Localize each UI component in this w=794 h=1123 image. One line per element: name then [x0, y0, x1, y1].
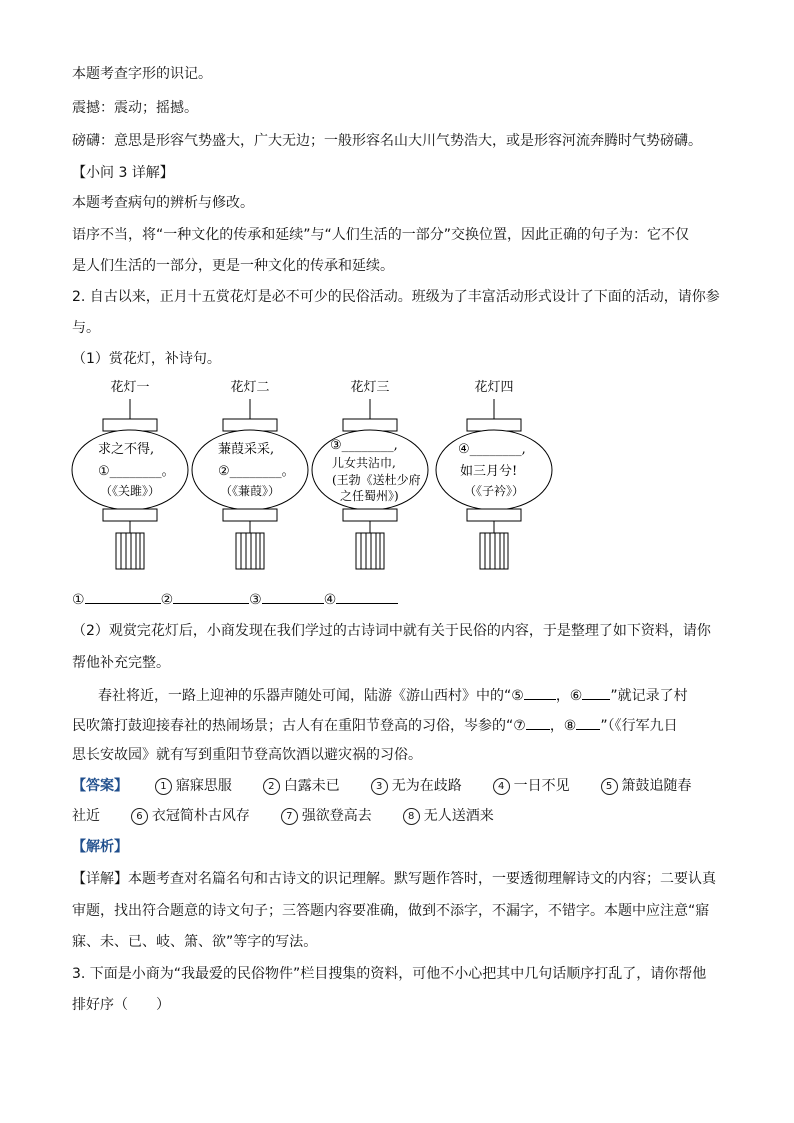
blank-marker-2: ② [160, 592, 174, 608]
answer-2: 白露未已 [283, 778, 340, 794]
l6: 语序不当，将“一种文化的传承和延续”与“人们生活的一部分”交换位置，因此正确的句子为：它不仅 [72, 227, 690, 243]
answer-num-2: 2 [263, 778, 280, 795]
l23: 排好序（ ） [72, 997, 170, 1013]
blank-2[interactable] [173, 589, 249, 604]
answer-line-2 [72, 806, 494, 826]
blank-marker-4: ④ [323, 592, 337, 608]
l7: 是人们生活的一部分，更是一种文化的传承和延续。 [72, 258, 394, 274]
lantern-3-line1: ③________, [330, 438, 398, 453]
blank-4[interactable] [336, 589, 398, 604]
answer-7: 强欲登高去 [301, 808, 372, 824]
answer-num-5: 5 [601, 778, 618, 795]
analysis-label: 【解析】 [72, 839, 128, 855]
lantern-3 [312, 380, 428, 569]
blank-8[interactable] [576, 715, 600, 730]
lantern-illustration [0, 375, 794, 575]
para-c: ”就记录了村 [610, 688, 688, 704]
lantern-2-line2: ②________。 [218, 464, 295, 479]
answer-num-8: 8 [403, 808, 420, 825]
lantern-2-line1: 蒹葭采采, [218, 442, 275, 457]
answer-3: 无为在歧路 [391, 778, 462, 794]
l3: 磅礴：意思是形容气势盛大，广大无边；一般形容名山大川气势浩大，或是形容河流奔腾时气势磅礴。 [72, 133, 702, 149]
answer-blanks-row [72, 589, 398, 610]
lantern-3-title: 花灯三 [350, 380, 390, 395]
l19: 【详解】本题考查对名篇名句和古诗文的识记理解。默写题作答时，一要透彻理解诗文的内容；二要认真 [72, 871, 716, 887]
lantern-1-title: 花灯一 [110, 380, 150, 395]
lantern-1-source: （《关雎》） [99, 484, 161, 498]
para-b: ，⑥ [555, 688, 583, 704]
lantern-3-source1: (王勃《送杜少府 [332, 473, 421, 487]
answer-num-3: 3 [371, 778, 388, 795]
paragraph-line-1 [98, 685, 688, 706]
lantern-4 [436, 380, 552, 569]
answer-6: 衣冠简朴古风存 [151, 808, 250, 824]
para-a: 春社将近，一路上迎神的乐器声随处可闻，陆游《游山西村》中的“⑤ [98, 688, 524, 704]
l12: （2）观赏完花灯后，小商发现在我们学过的古诗词中就有关于民俗的内容，于是整理了如下资料，请你 [72, 623, 711, 639]
blank-3[interactable] [262, 589, 324, 604]
paragraph-line-2 [72, 715, 678, 736]
blank-marker-1: ① [72, 592, 85, 608]
para-e: ，⑧ [549, 718, 577, 734]
l21: 寐、未、已、岐、箫、欲”等字的写法。 [72, 934, 318, 950]
l9: 与。 [72, 320, 100, 336]
blank-marker-3: ③ [249, 592, 262, 608]
answer-1: 寤寐思服 [175, 778, 232, 794]
answer-num-7: 7 [281, 808, 298, 825]
lantern-4-line1: ④________, [458, 442, 526, 457]
answer-5: 箫鼓追随春 [621, 778, 692, 794]
l5: 本题考查病句的辨析与修改。 [72, 195, 254, 211]
l8: 2. 自古以来，正月十五赏花灯是必不可少的民俗活动。班级为了丰富活动形式设计了下面的活动，请你参 [72, 289, 720, 305]
blank-5[interactable] [524, 685, 556, 700]
blank-1[interactable] [85, 589, 161, 604]
l2: 震撼：震动；摇撼。 [72, 100, 198, 116]
lantern-3-line2: 儿女共沾巾, [332, 456, 396, 470]
para-d: 民吹箫打鼓迎接春社的热闹场景；古人有在重阳节登高的习俗，岑参的“⑦ [72, 718, 526, 734]
l1: 本题考查字形的识记。 [72, 66, 212, 82]
lantern-2-title: 花灯二 [230, 380, 270, 395]
l4: 【小问 3 详解】 [72, 165, 174, 181]
lantern-2 [192, 380, 308, 569]
answer-num-1: 1 [155, 778, 172, 795]
l10: （1）赏花灯，补诗句。 [72, 351, 221, 367]
l20: 审题，找出符合题意的诗文句子；三答题内容要准确，做到不添字，不漏字，不错字。本题中应注意“寤 [72, 903, 710, 919]
answer-line-1 [72, 776, 692, 796]
para-f: ”（《行军九日 [600, 718, 678, 734]
lantern-2-source: （《蒹葭》） [219, 484, 281, 498]
answer-num-4: 4 [493, 778, 510, 795]
l22: 3. 下面是小商为“我最爱的民俗物件”栏目搜集的资料，可他不小心把其中几句话顺序打乱了，请你帮他 [72, 966, 707, 982]
lantern-1 [72, 380, 188, 569]
lantern-4-source: （《子衿》） [463, 484, 525, 498]
lantern-3-source2: 之任蜀州》) [340, 489, 399, 503]
paragraph-line-3: 思长安故园》就有写到重阳节登高饮酒以避灾祸的习俗。 [72, 747, 422, 763]
answer-8: 无人送酒来 [423, 808, 494, 824]
lantern-4-title: 花灯四 [474, 380, 514, 395]
answer-num-6: 6 [131, 808, 148, 825]
answer-5-cont: 社近 [72, 808, 100, 824]
lantern-1-line2: ①________。 [98, 464, 175, 479]
lantern-1-line1: 求之不得, [98, 442, 155, 457]
blank-7[interactable] [526, 715, 550, 730]
answer-4: 一日不见 [513, 778, 570, 794]
blank-6[interactable] [582, 685, 610, 700]
l13: 帮他补充完整。 [72, 655, 170, 671]
lantern-4-line2: 如三月兮! [460, 464, 518, 479]
answer-label: 【答案】 [72, 778, 128, 794]
